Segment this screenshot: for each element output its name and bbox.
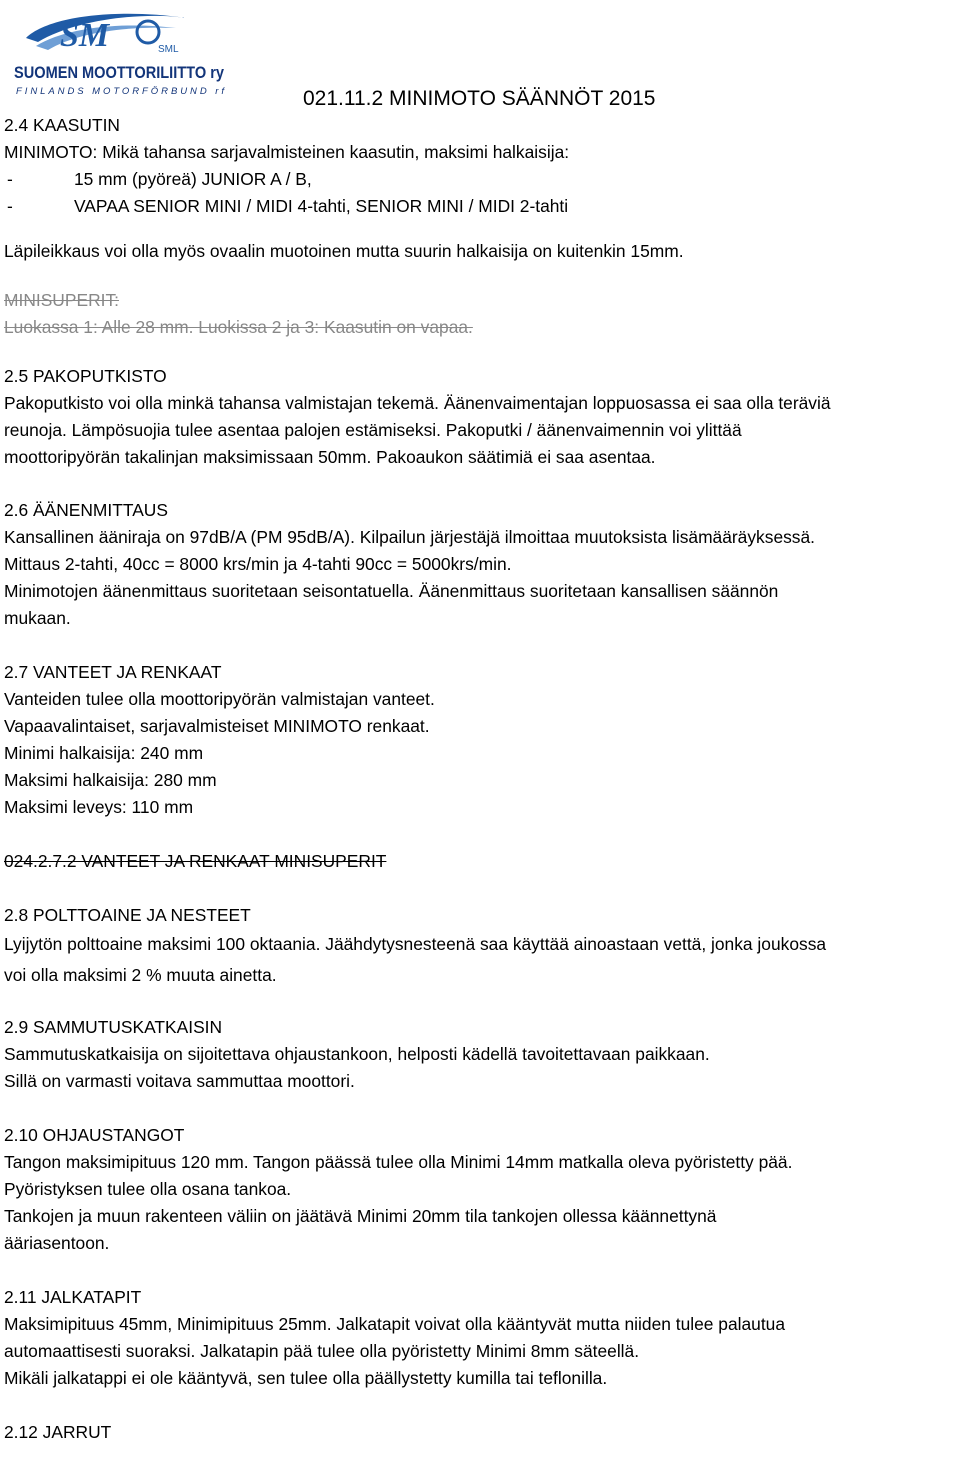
sammutus-line: Sammutuskatkaisija on sijoitettava ohjaustankoon, helposti kädellä tavoitettavaan paikkaan. xyxy=(4,1044,710,1064)
kaasutin-item xyxy=(4,193,958,220)
ohjaustangot-line: ääriasentoon. xyxy=(4,1233,110,1253)
pakoputkisto-line: moottoripyörän takalinjan maksimissaan 50mm. Pakoaukon säätimiä ei saa asentaa. xyxy=(4,447,656,467)
logo-line2: FINLANDS MOTORFÖRBUND rf xyxy=(16,86,224,97)
jalkatapit-line: automaattisesti suoraksi. Jalkatapin pää tulee olla pyöristetty Minimi 8mm säteellä. xyxy=(4,1341,640,1361)
logo-abbrev: SML xyxy=(158,44,179,55)
pakoputkisto-line: Pakoputkisto voi olla minkä tahansa valmistajan tekemä. Äänenvaimentajan loppuosassa ei saa olla teräviä xyxy=(4,393,831,413)
section-heading-sammutuskatkaisin: 2.9 SAMMUTUSKATKAISIN xyxy=(4,1017,223,1037)
section-heading-pakoputkisto: 2.5 PAKOPUTKISTO xyxy=(4,366,167,386)
document-body xyxy=(4,112,958,1446)
section-heading-vanteet: 2.7 VANTEET JA RENKAAT xyxy=(4,662,222,682)
sammutus-line: Sillä on varmasti voitava sammuttaa moottori. xyxy=(4,1071,355,1091)
section-heading-aanenmittaus: 2.6 ÄÄNENMITTAUS xyxy=(4,500,168,520)
polttoaine-line: voi olla maksimi 2 % muuta ainetta. xyxy=(4,965,277,985)
kaasutin-item-text: VAPAA SENIOR MINI / MIDI 4-tahti, SENIOR MINI / MIDI 2-tahti xyxy=(74,196,569,216)
section-heading-kaasutin: 2.4 KAASUTIN xyxy=(4,115,120,135)
vanteet-line: Vanteiden tulee olla moottoripyörän valmistajan vanteet. xyxy=(4,689,435,709)
aanenmittaus-line: Mittaus 2-tahti, 40cc = 8000 krs/min ja 4-tahti 90cc = 5000krs/min. xyxy=(4,554,512,574)
minisuperit-struck-heading: MINISUPERIT: xyxy=(4,290,119,310)
sml-logo xyxy=(8,2,236,102)
section-heading-jarrut: 2.12 JARRUT xyxy=(4,1422,112,1442)
polttoaine-line: Lyijytön polttoaine maksimi 100 oktaania. Jäähdytysnesteenä saa käyttää ainoastaan vettä, jonka joukossa xyxy=(4,934,827,954)
kaasutin-item-text: 15 mm (pyöreä) JUNIOR A / B, xyxy=(74,169,312,189)
kaasutin-intro: MINIMOTO: Mikä tahansa sarjavalmisteinen kaasutin, maksimi halkaisija: xyxy=(4,142,570,162)
pakoputkisto-line: reunoja. Lämpösuojia tulee asentaa palojen estämiseksi. Pakoputki / äänenvaimennin voi ylittää xyxy=(4,420,742,440)
section-heading-vanteet-minisuperit: 024.2.7.2 VANTEET JA RENKAAT MINISUPERIT xyxy=(4,851,387,871)
ohjaustangot-line: Tankojen ja muun rakenteen väliin on jäätävä Minimi 20mm tila tankojen ollessa käännettynä xyxy=(4,1206,717,1226)
page-title: 021.11.2 MINIMOTO SÄÄNNÖT 2015 xyxy=(303,87,656,110)
svg-text:SM: SM xyxy=(60,17,110,54)
dash-marker: - xyxy=(7,169,13,189)
kaasutin-item xyxy=(4,166,958,193)
aanenmittaus-line: mukaan. xyxy=(4,608,71,628)
ohjaustangot-line: Tangon maksimipituus 120 mm. Tangon päässä tulee olla Minimi 14mm matkalla oleva pyöristetty pää. xyxy=(4,1152,793,1172)
dash-marker: - xyxy=(7,196,13,216)
kaasutin-note: Läpileikkaus voi olla myös ovaalin muotoinen mutta suurin halkaisija on kuitenkin 15mm. xyxy=(4,241,684,261)
sml-logo-graphic xyxy=(8,2,236,102)
section-heading-jalkatapit: 2.11 JALKATAPIT xyxy=(4,1287,142,1307)
jalkatapit-line: Maksimipituus 45mm, Minimipituus 25mm. Jalkatapit voivat olla kääntyvät mutta niiden tulee palautua xyxy=(4,1314,786,1334)
ohjaustangot-line: Pyöristyksen tulee olla osana tankoa. xyxy=(4,1179,292,1199)
minisuperit-struck-text: Luokassa 1: Alle 28 mm. Luokissa 2 ja 3: Kaasutin on vapaa. xyxy=(4,317,473,337)
section-heading-ohjaustangot: 2.10 OHJAUSTANGOT xyxy=(4,1125,185,1145)
vanteet-line: Maksimi leveys: 110 mm xyxy=(4,797,194,817)
logo-line1: SUOMEN MOOTTORILIITTO ry xyxy=(14,63,225,82)
aanenmittaus-line: Minimotojen äänenmittaus suoritetaan seisontatuella. Äänenmittaus suoritetaan kansallisen säännön xyxy=(4,581,779,601)
aanenmittaus-line: Kansallinen ääniraja on 97dB/A (PM 95dB/A). Kilpailun järjestäjä ilmoittaa muutoksista lisämääräyksessä. xyxy=(4,527,816,547)
vanteet-line: Vapaavalintaiset, sarjavalmisteiset MINIMOTO renkaat. xyxy=(4,716,430,736)
section-heading-polttoaine: 2.8 POLTTOAINE JA NESTEET xyxy=(4,905,251,925)
jalkatapit-line: Mikäli jalkatappi ei ole kääntyvä, sen tulee olla päällystetty kumilla tai teflonilla. xyxy=(4,1368,608,1388)
vanteet-line: Minimi halkaisija: 240 mm xyxy=(4,743,204,763)
vanteet-line: Maksimi halkaisija: 280 mm xyxy=(4,770,217,790)
